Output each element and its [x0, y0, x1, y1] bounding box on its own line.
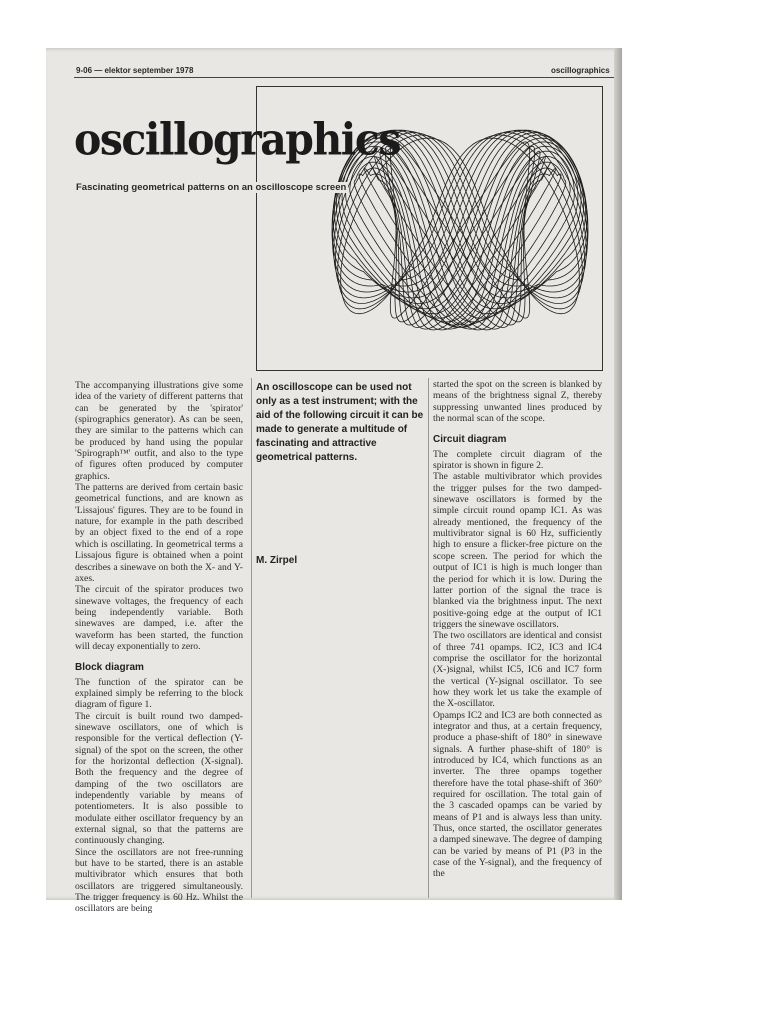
- paragraph: The complete circuit diagram of the spirator is shown in figure 2.: [433, 448, 602, 472]
- article-intro: An oscilloscope can be used not only as a test instrument; with the aid of the following circuit it can be made to generate a multitude of fascinating and attractive geometrical patterns.: [256, 382, 424, 463]
- paragraph: started the spot on the screen is blanked by means of the brightness signal Z, thereby suppressing unwanted lines produced by the normal scan of the scope.: [433, 379, 602, 425]
- paragraph: Since the oscillators are not free-running but have to be started, there is an astable multivibrator which ensures that both oscillators are triggered simultaneously. The trigger frequency is 60 Hz. Whilst the oscillators are being: [75, 846, 243, 915]
- paragraph: The function of the spirator can be explained simply be referring to the block diagram of figure 1.: [75, 676, 243, 711]
- paragraph: The circuit of the spirator produces two sinewave voltages, the frequency of each being independently variable. Both sinewaves are damped, i.e. after the waveform has been started, the function will decay exponentially to zero.: [75, 584, 243, 652]
- section-heading: Circuit diagram: [433, 434, 507, 446]
- paragraph: The astable multivibrator which provides the trigger pulses for the two damped-sinewave oscillators is formed by the simple circuit round opamp IC1. As was already mentioned, the frequency of the multivibrator signal is 60 Hz, sufficiently high to ensure a flicker-free picture on the scope screen. The period for which the output of IC1 is high is much longer than the period for which it is low. During the latter portion of the signal the trace is blanked via the brightness input. The next positive-going edge at the output of IC1 triggers the sinewave oscillators.: [433, 471, 602, 630]
- paragraph: The two oscillators are identical and consist of three 741 opamps. IC2, IC3 and IC4 comprise the oscillator for the horizontal (X-)signal, whilst IC5, IC6 and IC7 form the vertical (Y-)signal oscillator. To see how they work let us take the example of the X-oscillator.: [433, 630, 602, 710]
- column-divider: [251, 378, 252, 898]
- paragraph: The patterns are derived from certain basic geometrical functions, and are known as 'Lissajous' figures. They are to be found in nature, for example in the path described by an object fixed to the end of a rope which is oscillating. In geometrical terms a Lissajous figure is obtained when a point describes a sinewave on both the X- and Y-axes.: [75, 482, 243, 584]
- paragraph: The accompanying illustrations give some idea of the variety of different patterns that can be generated by the 'spirator' (spirographics generator). As can be seen, they are similar to the patterns which can be produced by hand using the popular 'Spirograph™' outfit, and also to the type of figures often produced by computer graphics.: [75, 380, 243, 482]
- section-heading: Block diagram: [75, 662, 144, 674]
- lissajous-curve: [342, 146, 578, 322]
- page-spine-shadow: [614, 48, 622, 900]
- paragraph: The circuit is built round two damped-sinewave oscillators, one of which is responsible for the vertical deflection (Y-signal) of the spot on the screen, the other for the horizontal deflection (X-signal). Both the frequency and the degree of damping of the two oscillators are independently variable by means of potentiometers. It is also possible to modulate either oscillator frequency by an external signal, so that the patterns are continuously changing.: [75, 710, 243, 847]
- column-3: [433, 379, 602, 880]
- article-author: M. Zirpel: [256, 555, 298, 566]
- paragraph: Opamps IC2 and IC3 are both connected as integrator and thus, at a certain frequency, produce a phase-shift of 180° in sinewave signals. A further phase-shift of 180° is introduced by IC4, which functions as an inverter. The three opamps together therefore have the total phase-shift of 360° required for oscillation. The total gain of the 3 cascaded opamps can be varied by means of P1 and is always less than unity. Thus, once started, the oscillator generates a damped sinewave. The degree of damping can be varied by means of P1 (P3 in the case of the Y-signal), and the frequency of the: [433, 709, 602, 880]
- page-header-right: oscillographics: [551, 66, 610, 75]
- lissajous-curve: [354, 162, 566, 329]
- article-title: oscillographics: [74, 113, 400, 166]
- column-1: [75, 380, 243, 915]
- header-rule: [74, 77, 614, 78]
- article-subtitle: Fascinating geometrical patterns on an oscilloscope screen: [76, 182, 347, 193]
- page-header-left: 9-06 — elektor september 1978: [76, 66, 194, 75]
- column-divider: [428, 378, 429, 898]
